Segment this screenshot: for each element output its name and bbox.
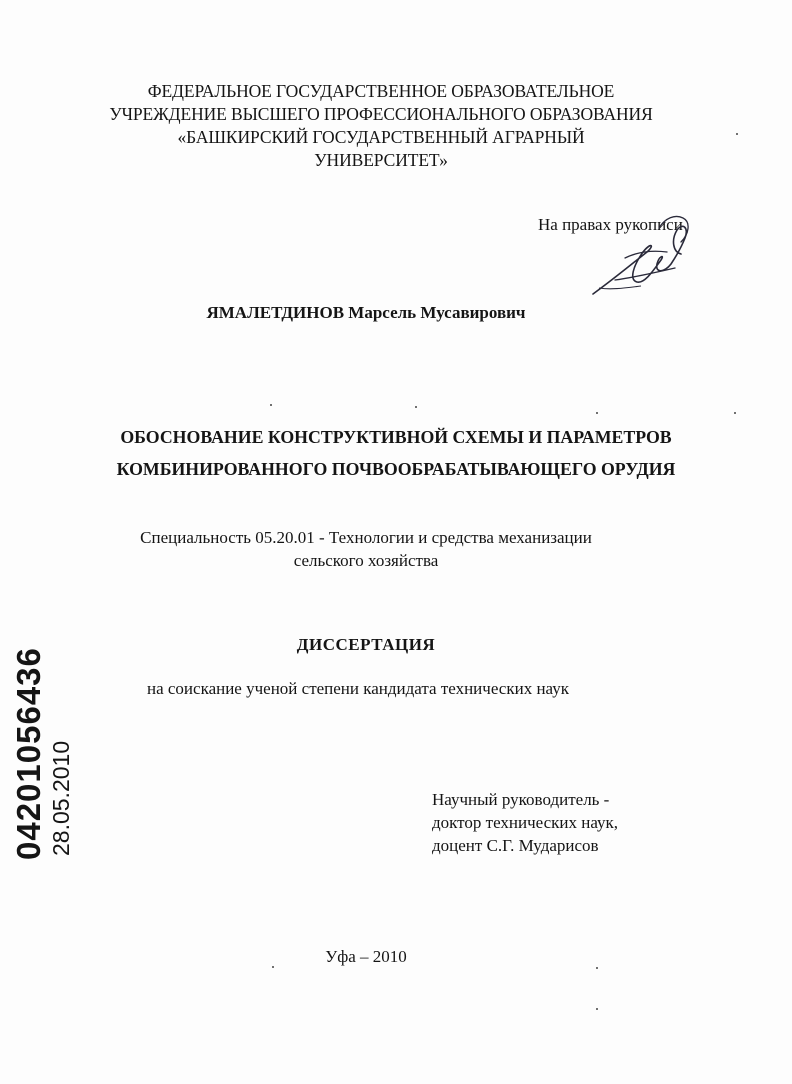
- institution-line-4: УНИВЕРСИТЕТ»: [314, 150, 448, 170]
- advisor-line-3: доцент С.Г. Мударисов: [432, 836, 599, 855]
- stamp-date: 28.05.2010: [48, 740, 74, 856]
- advisor-line-2: доктор технических наук,: [432, 813, 619, 832]
- scan-speck: [734, 412, 736, 414]
- scientific-advisor: [432, 788, 618, 857]
- institution-line-1: ФЕДЕРАЛЬНОЕ ГОСУДАРСТВЕННОЕ ОБРАЗОВАТЕЛЬНОЕ: [147, 81, 615, 101]
- title-line-2: КОМБИНИРОВАННОГО ПОЧВООБРАБАТЫВАЮЩЕГО ОРУДИЯ: [116, 459, 676, 479]
- title-line-1: ОБОСНОВАНИЕ КОНСТРУКТИВНОЙ СХЕМЫ И ПАРАМЕТРОВ: [120, 427, 672, 447]
- document-type: ДИССЕРТАЦИЯ: [296, 635, 436, 654]
- specialty-line-2: сельского хозяйства: [293, 551, 439, 570]
- scan-speck: [596, 967, 598, 969]
- specialty-line-1: Специальность 05.20.01 - Технологии и средства механизации: [140, 528, 592, 547]
- specialty: [0, 526, 762, 572]
- institution-header: [0, 80, 792, 172]
- institution-line-3: «БАШКИРСКИЙ ГОСУДАРСТВЕННЫЙ АГРАРНЫЙ: [177, 127, 585, 147]
- manuscript-note: На правах рукописи: [538, 215, 683, 234]
- author-name: ЯМАЛЕТДИНОВ Марсель Мусавирович: [206, 303, 526, 322]
- city-year: Уфа – 2010: [325, 947, 407, 966]
- scan-speck: [736, 133, 738, 135]
- library-stamp: [10, 640, 74, 860]
- institution-line-2: УЧРЕЖДЕНИЕ ВЫСШЕГО ПРОФЕССИОНАЛЬНОГО ОБРАЗОВАНИЯ: [109, 104, 653, 124]
- dissertation-title: [0, 421, 792, 485]
- scan-speck: [596, 412, 598, 414]
- advisor-line-1: Научный руководитель -: [432, 790, 610, 809]
- scan-speck: [415, 406, 417, 408]
- stamp-code: 04201056436: [10, 647, 47, 860]
- degree-line: на соискание ученой степени кандидата технических наук: [146, 679, 569, 698]
- scan-speck: [270, 404, 272, 406]
- scan-speck: [596, 1008, 598, 1010]
- signature-image: [585, 208, 700, 300]
- scan-speck: [272, 966, 274, 968]
